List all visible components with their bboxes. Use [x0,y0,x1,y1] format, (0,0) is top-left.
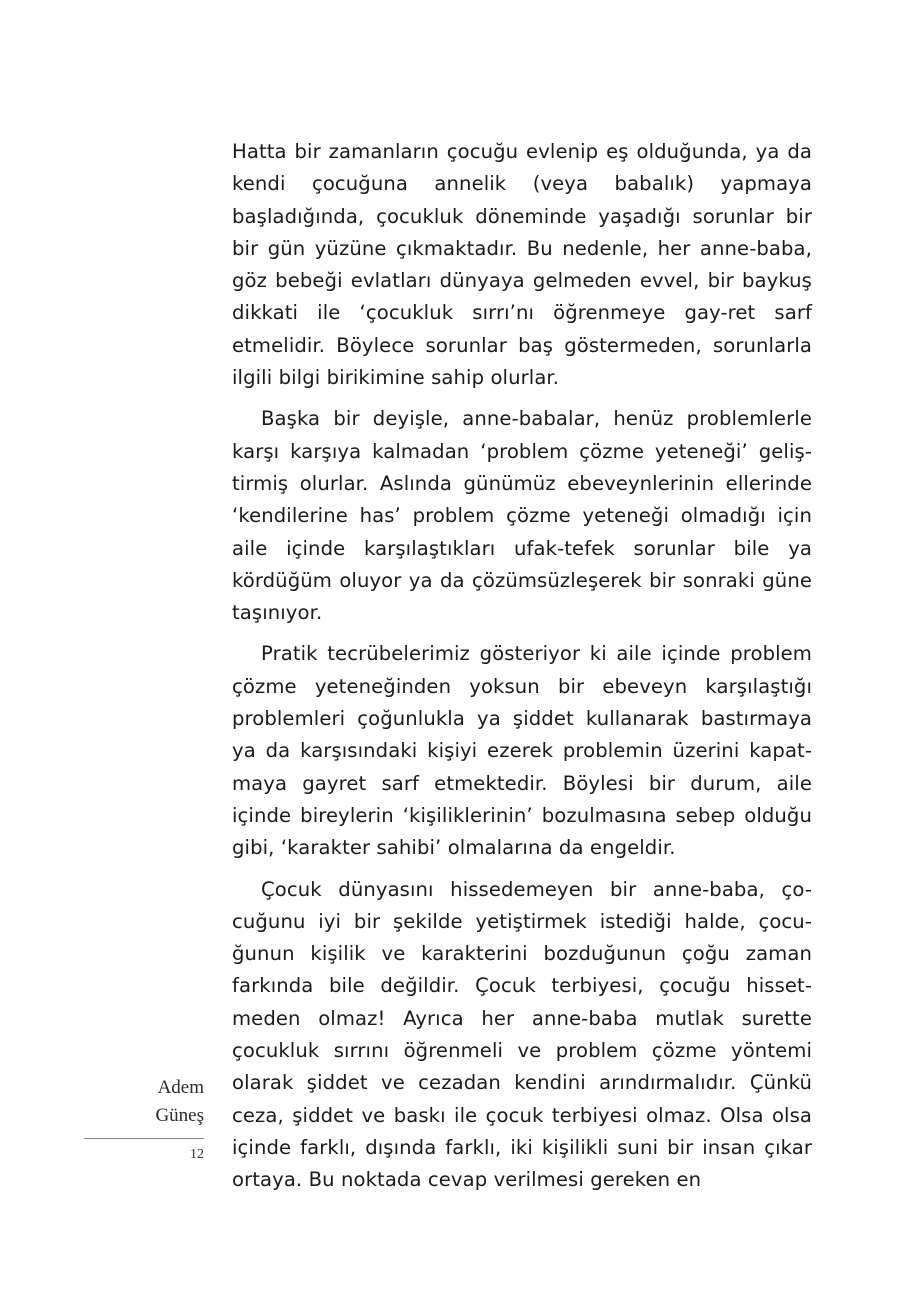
author-first-name: Adem [157,1077,204,1098]
paragraph-1: Hatta bir zamanların çocuğu evlenip eş olduğunda, ya da kendi çocuğuna annelik (veya babalık) yapmaya başladığında, çocukluk döneminde yaşadığı sorunlar bir bir gün yüzüne çıkmaktadır. Bu nedenle, her anne-baba, göz bebeği evlatları dünyaya gelmeden evvel, bir baykuş dikkati ile ‘çocukluk sırrı’nı öğrenmeye gay-ret sarf etmelidir. Böylece sorunlar baş göstermeden, sorunlarla ilgili bilgi birikimine sahip olurlar. [232,140,812,390]
body-text [232,136,812,1206]
paragraph-4: Çocuk dünyasını hissedemeyen bir anne-baba, ço-cuğunu iyi bir şekilde yetiştirmek istediği halde, çocu-ğunun kişilik ve karakterini bozduğunun çoğu zaman farkında bile değildir. Çocuk terbiyesi, çocuğu hisset-meden olmaz! Ayrıca her anne-baba mutlak surette çocukluk sırrını öğrenmeli ve problem çözme yöntemi olarak şiddet ve cezadan kendini arındırmalıdır. Çünkü ceza, şiddet ve baskı ile çocuk terbiyesi olmaz. Olsa olsa içinde farklı, dışında farklı, iki kişilikli suni bir insan çıkar ortaya. Bu noktada cevap verilmesi gereken en [232,877,812,1192]
page-number: 12 [190,1147,204,1162]
paragraph-3: Pratik tecrübelerimiz gösteriyor ki aile içinde problem çözme yeteneğinden yoksun bir ebeveyn karşılaştığı problemleri çoğunlukla ya şiddet kullanarak bastırmaya ya da karşısındaki kişiyi ezerek problemin üzerini kapat-maya gayret sarf etmektedir. Böylesi bir durum, aile içinde bireylerin ‘kişiliklerinin’ bozulmasına sebep olduğu gibi, ‘karakter sahibi’ olmalarına da engeldir. [232,642,812,860]
paragraph-2: Başka bir deyişle, anne-babalar, henüz problemlerle karşı karşıya kalmadan ‘problem çözme yeteneği’ geliş-tirmiş olurlar. Aslında günümüz ebeveynlerinin ellerinde ‘kendilerine has’ problem çözme yeteneği olmadığı için aile içinde karşılaştıkları ufak-tefek sorunlar bile ya kördüğüm oluyor ya da çözümsüzleşerek bir sonraki güne taşınıyor. [232,407,812,625]
author-last-name: Güneş [155,1105,204,1126]
margin-footer [84,1074,204,1163]
margin-divider [84,1138,204,1139]
